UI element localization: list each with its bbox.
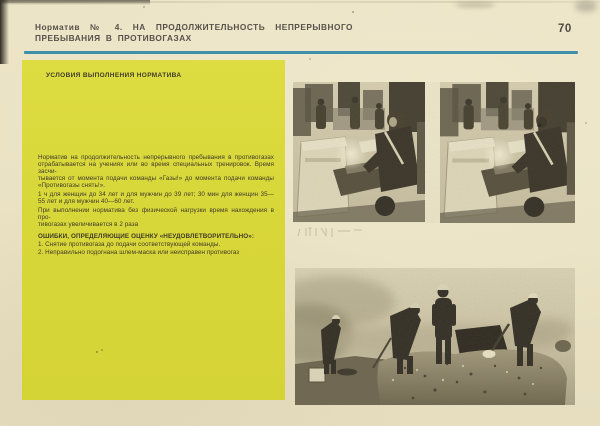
scan-smudge — [575, 0, 597, 12]
text-line: 2. Неправильно подогнана шлем-маска или неисправен противогаз — [38, 248, 240, 256]
panel-heading: УСЛОВИЯ ВЫПОЛНЕНИЯ НОРМАТИВА — [46, 72, 182, 79]
text-line: 1 ч для женщин до 34 лет и для мужчин до 39 лет; 30 мин для женщин 35— — [38, 190, 274, 198]
page-title — [35, 22, 353, 44]
panel-body — [38, 154, 274, 256]
conditions-paragraphs — [38, 154, 274, 228]
text-line: При выполнении норматива без физической нагрузки время нахождения в про- — [38, 206, 274, 221]
paragraph — [38, 207, 274, 228]
conditions-panel — [22, 60, 285, 400]
errors-list — [38, 241, 274, 256]
paper-specks — [0, 0, 2, 2]
paragraph — [38, 191, 274, 205]
faded-stamp — [294, 224, 394, 240]
scan-edge-line — [0, 1, 600, 3]
text-line: 55 лет и для мужчин 40—60 лет. — [38, 198, 135, 206]
divider-rule — [24, 51, 578, 54]
errors-heading: ОШИБКИ, ОПРЕДЕЛЯЮЩИЕ ОЦЕНКУ «НЕУДОВЛЕТВОРИТЕЛЬНО»: — [38, 232, 255, 240]
scan-smudge — [455, 2, 495, 8]
text-line: Норматив на продолжительность непрерывного пребывания в противогазах — [38, 154, 274, 161]
scan-shadow-left — [0, 0, 9, 64]
digging-team-photo — [295, 268, 575, 405]
text-line: «Противогазы снять!». — [38, 182, 106, 190]
text-line: Норматив № 4. НА ПРОДОЛЖИТЕЛЬНОСТЬ НЕПРЕРЫВНОГО — [35, 22, 353, 32]
page-number: 70 — [558, 23, 572, 35]
text-line: тивогазах увеличивается в 2 раза — [38, 220, 139, 228]
paragraph — [38, 154, 274, 189]
text-line: тывается от момента подачи команды «Газы!» до момента подачи команды — [38, 175, 274, 183]
text-line: 1. Снятие противогаза до подачи соответствующей команды. — [38, 241, 221, 249]
workshop-gasmask-photo-pair — [293, 82, 575, 223]
text-line: ПРЕБЫВАНИЯ В ПРОТИВОГАЗАХ — [35, 32, 192, 43]
text-line: отрабатывается на учениях или во время специальных тренировок. Время засчи- — [38, 161, 274, 176]
